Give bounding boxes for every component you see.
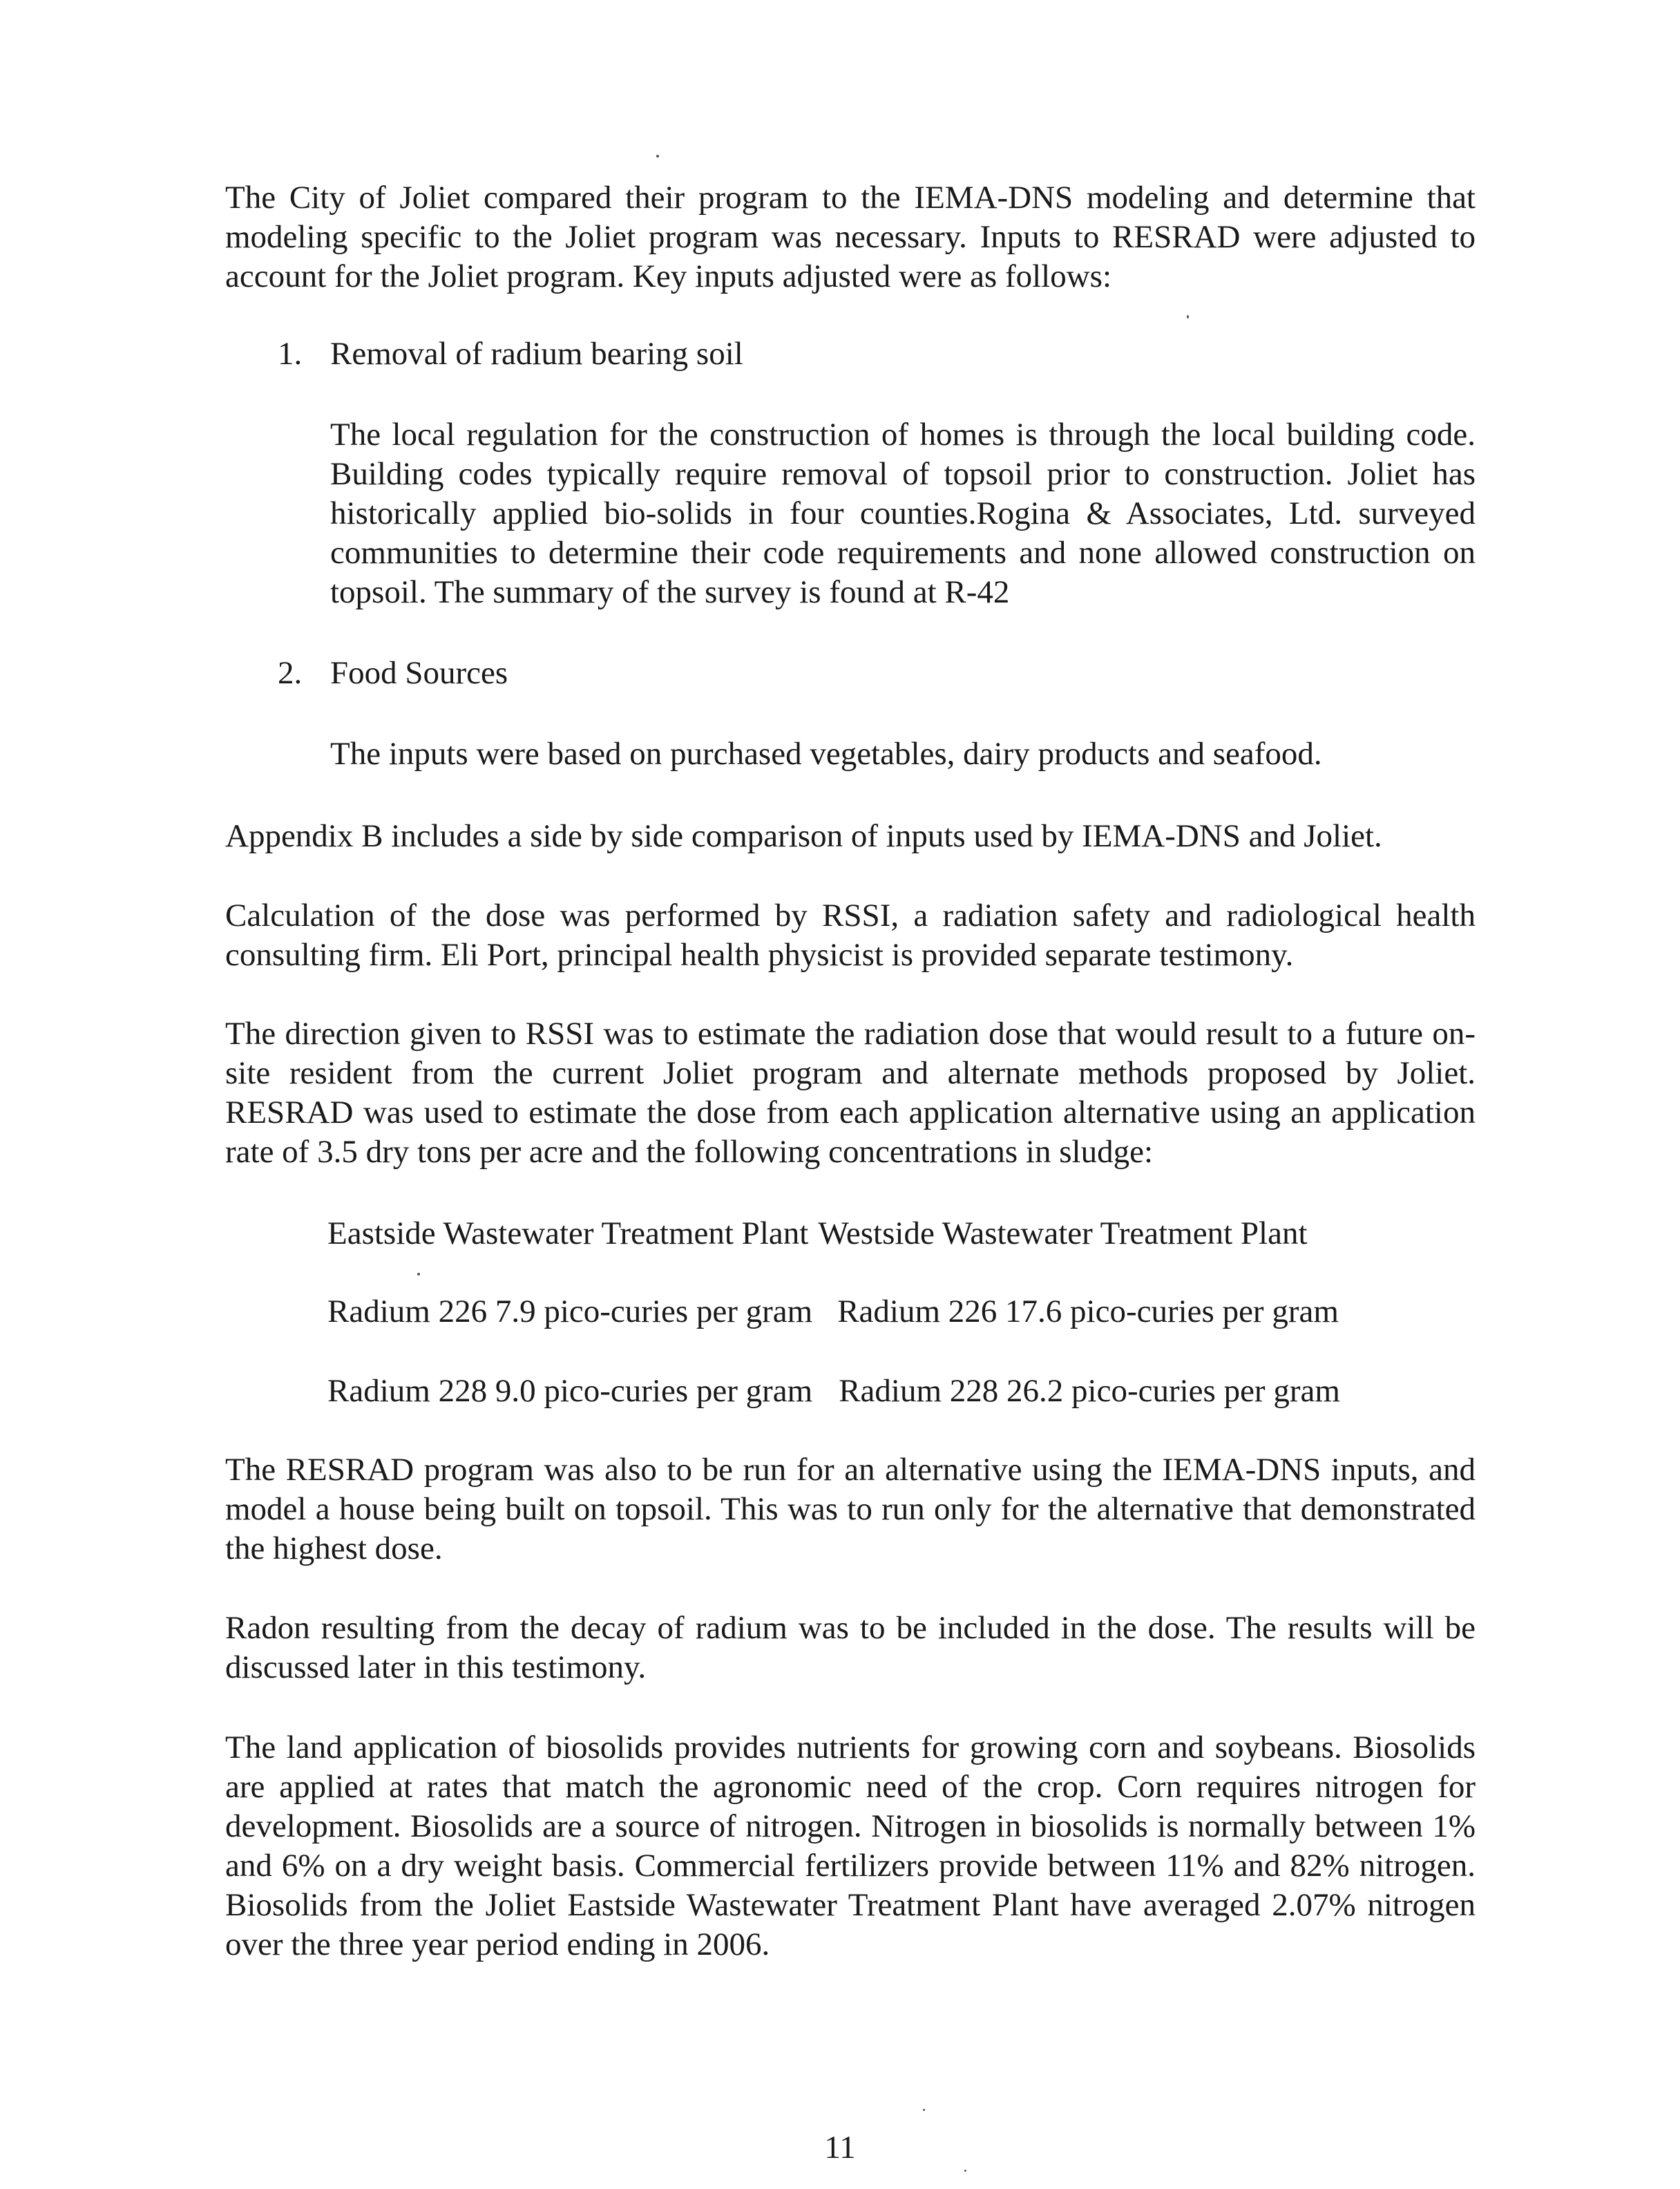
list-item-2-heading bbox=[278, 654, 508, 693]
scan-speck bbox=[923, 2109, 925, 2111]
direction-paragraph: The direction given to RSSI was to estimate the radiation dose that would result to a future on-site resident from the current Joliet program and alternate methods proposed by Joliet. RESRAD was used to estimate the dose from each application alternative using an application rate of 3.5 dry tons per acre and the following concentrations in sludge: bbox=[225, 1016, 1476, 1170]
scan-speck bbox=[417, 1273, 420, 1276]
westside-radium-228: Radium 228 26.2 pico-curies per gram bbox=[839, 1373, 1340, 1409]
radon-paragraph: Radon resulting from the decay of radium was to be included in the dose. The results will be discussed later in this testimony. bbox=[225, 1610, 1476, 1685]
westside-plant-header: Westside Wastewater Treatment Plant bbox=[818, 1215, 1308, 1251]
list-item-1-heading bbox=[278, 334, 743, 374]
eastside-radium-228: Radium 228 9.0 pico-curies per gram bbox=[327, 1373, 813, 1409]
scan-speck bbox=[656, 155, 659, 158]
page-number: 11 bbox=[824, 2130, 856, 2166]
list-item-2-body: The inputs were based on purchased vegetables, dairy products and seafood. bbox=[330, 736, 1322, 772]
list-item-1-title: Removal of radium bearing soil bbox=[330, 336, 743, 372]
list-item-2-title: Food Sources bbox=[330, 655, 508, 691]
list-item-1-body: The local regulation for the construction of homes is through the local building code. Building codes typically require removal of topsoil prior to construction. Joliet has historically applied bio-solids in four counties.Rogina & Associates, Ltd. surveyed communities to determine their code requirements and none allowed construction on topsoil. The summary of the survey is found at R-42 bbox=[330, 417, 1476, 610]
eastside-radium-226: Radium 226 7.9 pico-curies per gram bbox=[327, 1294, 813, 1329]
scan-speck bbox=[1187, 315, 1189, 319]
eastside-plant-header: Eastside Wastewater Treatment Plant bbox=[327, 1215, 809, 1251]
concentration-row-radium-226 bbox=[327, 1292, 1339, 1332]
westside-radium-226: Radium 226 17.6 pico-curies per gram bbox=[837, 1294, 1339, 1329]
biosolids-paragraph: The land application of biosolids provides nutrients for growing corn and soybeans. Biosolids are applied at rates that match the agronomic need of the crop. Corn requires nitrogen for development. Biosolids are a source of nitrogen. Nitrogen in biosolids is normally between 1% and 6% on a dry weight basis. Commercial fertilizers provide between 11% and 82% nitrogen. Biosolids from the Joliet Eastside Wastewater Treatment Plant have averaged 2.07% nitrogen over the three year period ending in 2006. bbox=[225, 1730, 1476, 1962]
list-item-2-number: 2. bbox=[278, 655, 303, 691]
calculation-paragraph: Calculation of the dose was performed by RSSI, a radiation safety and radiological health consulting firm. Eli Port, principal health physicist is provided separate testimony. bbox=[225, 898, 1476, 973]
intro-paragraph: The City of Joliet compared their program to the IEMA-DNS modeling and determine that modeling specific to the Joliet program was necessary. Inputs to RESRAD were adjusted to account for the Joliet program. Key inputs adjusted were as follows: bbox=[225, 180, 1476, 294]
concentration-row-radium-228 bbox=[327, 1372, 1340, 1411]
resrad-paragraph: The RESRAD program was also to be run for an alternative using the IEMA-DNS inputs, and model a house being built on topsoil. This was to run only for the alternative that demonstrated the highest dose. bbox=[225, 1452, 1476, 1566]
appendix-paragraph: Appendix B includes a side by side comparison of inputs used by IEMA-DNS and Joliet. bbox=[225, 818, 1382, 854]
list-item-1-number: 1. bbox=[278, 336, 303, 372]
concentration-header-row bbox=[327, 1214, 1308, 1253]
scan-speck bbox=[964, 2170, 966, 2172]
